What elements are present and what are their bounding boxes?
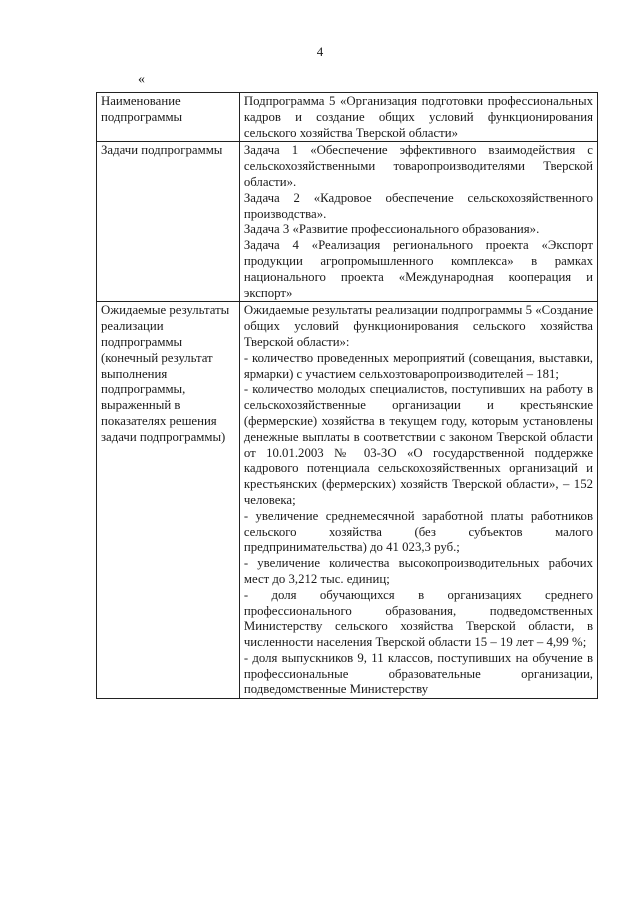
row-content-results [239,302,597,699]
row-label-results: Ожидаемые результаты реализации подпрограммы (конечный результат выполнения подпрограммы, выраженный в показателях решения задачи подпрограммы) [97,302,240,699]
task-3: Задача 3 «Развитие профессионального образования». [243,222,540,237]
result-item: - количество молодых специалистов, поступивших на работу в сельскохозяйственные организации и крестьянские (фермерские) хозяйства в текущем году, которым установлены денежные выплаты в соответствии с законом Тверской области от 10.01.2003 № 03-ЗО «О государственной поддержке кадрового потенциала сельскохозяйственных организаций и крестьянских (фермерских) хозяйств Тверской области», – 152 человека; [243,382,593,507]
task-4: Задача 4 «Реализация регионального проекта «Экспорт продукции агропромышленного комплекса» в рамках национального проекта «Международная кооперация и экспорт» [243,238,593,300]
result-item: - количество проведенных мероприятий (совещания, выставки, ярмарки) с участием сельхозтоваропроизводителей – 181; [243,350,593,381]
task-2: Задача 2 «Кадровое обеспечение сельскохозяйственного производства». [243,190,593,221]
table-row [97,142,598,302]
result-item: - доля выпускников 9, 11 классов, поступивших на обучение в профессиональные образовательные организации, подведомственные Министерству [243,650,593,697]
row-content-tasks [239,142,597,302]
subprogram-passport-table [96,92,598,699]
table-row [97,93,598,142]
result-item: - доля обучающихся в организациях среднего профессионального образования, подведомственных Министерству сельского хозяйства Тверской области, в численности населения Тверской области 15 – 19 лет – 4,99 %; [243,587,593,650]
page-number: 4 [316,44,324,59]
results-intro: Ожидаемые результаты реализации подпрограммы 5 «Создание общих условий функционирования сельского хозяйства Тверской области»: [243,303,593,349]
row-label-tasks: Задачи подпрограммы [97,142,240,302]
row-label-name: Наименование подпрограммы [97,93,240,142]
content-paragraph: Подпрограмма 5 «Организация подготовки профессиональных кадров и создание общих условий функционирования сельского хозяйства Тверской области» [243,94,593,140]
row-content-name [239,93,597,142]
table-row [97,302,598,699]
opening-quote-mark: « [138,72,145,87]
result-item: - увеличение среднемесячной заработной платы работников сельского хозяйства (без субъектов малого предпринимательства) до 41 023,3 руб.; [243,508,593,555]
task-1: Задача 1 «Обеспечение эффективного взаимодействия с сельскохозяйственными товаропроизводителями Тверской области». [243,143,593,189]
result-item: - увеличение количества высокопроизводительных рабочих мест до 3,212 тыс. единиц; [243,556,593,586]
